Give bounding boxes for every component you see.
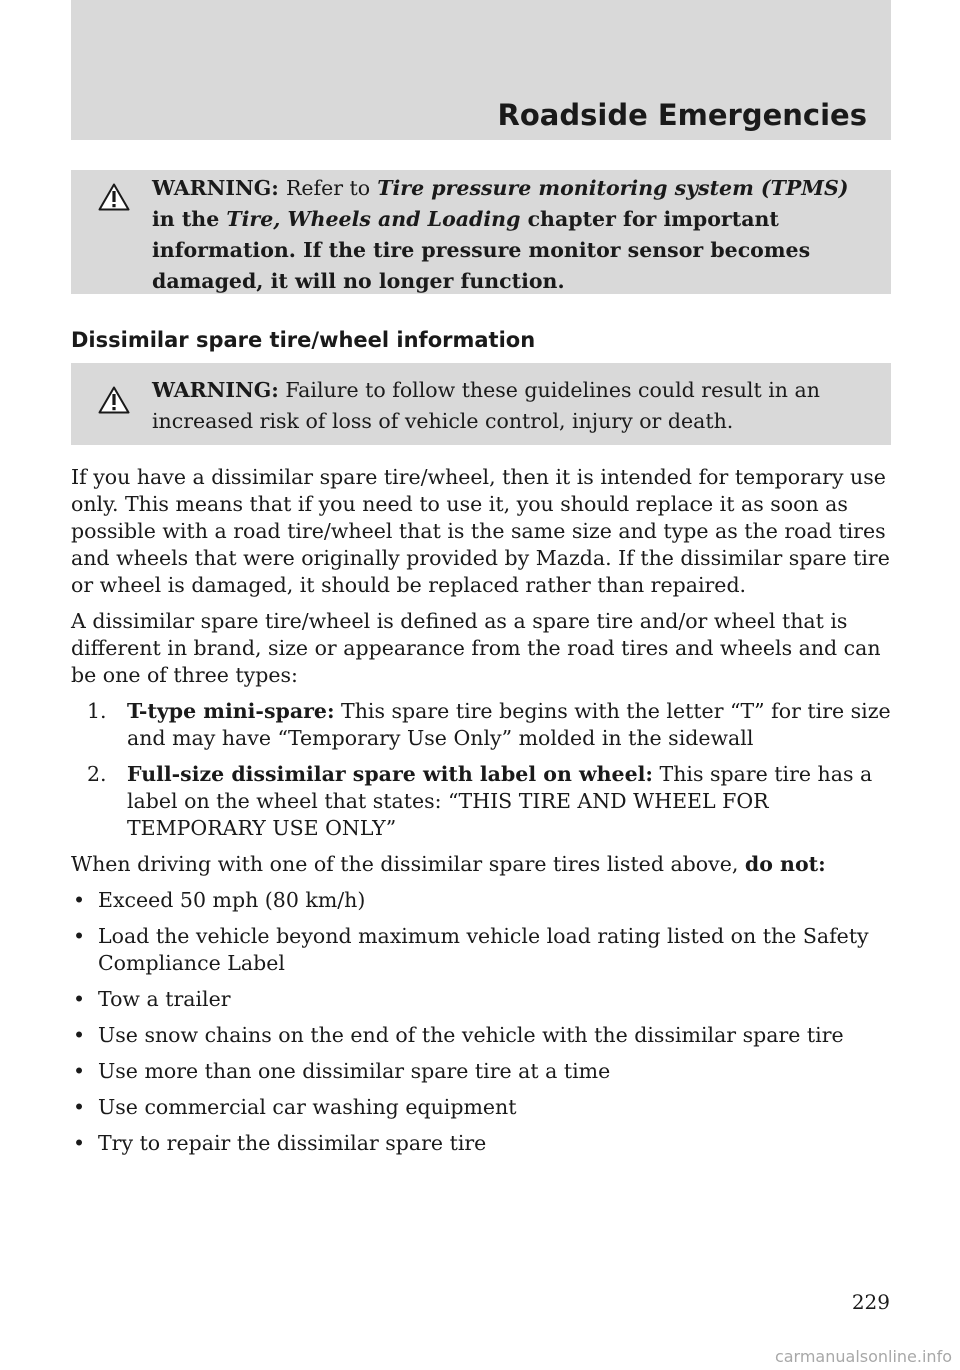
section-title: Roadside Emergencies bbox=[497, 98, 867, 132]
body-text bbox=[71, 464, 901, 1166]
paragraph-temporary-use: If you have a dissimilar spare tire/wheel, then it is intended for temporary use only. This means that if you need to use it, you should replace it as soon as possible with a road tire/wheel that is the same size and type as the road tires and wheels that were originally provided by Mazda. If the dissimilar spare tire or wheel is damaged, it should be replaced rather than repaired. bbox=[71, 465, 890, 597]
list-number: 2. bbox=[87, 762, 107, 786]
spare-types-list bbox=[71, 698, 901, 842]
bullet-icon: • bbox=[73, 924, 86, 948]
bullet-icon: • bbox=[73, 1059, 86, 1083]
list-item bbox=[71, 1022, 901, 1049]
list-item bbox=[71, 761, 901, 842]
header-band bbox=[71, 0, 891, 140]
warning-triangle-icon bbox=[98, 386, 130, 414]
warning-rest: chapter for important information. If the tire pressure monitor sensor becomes damaged, it will no longer function. bbox=[152, 207, 811, 293]
bullet-text: Use snow chains on the end of the vehicle with the dissimilar spare tire bbox=[98, 1023, 844, 1047]
bullet-icon: • bbox=[73, 987, 86, 1011]
type-text: This spare tire has a label on the wheel that states: “THIS TIRE AND WHEEL FOR TEMPORARY USE ONLY” bbox=[127, 762, 873, 840]
bullet-text: Use more than one dissimilar spare tire at a time bbox=[98, 1059, 611, 1083]
bullet-text: Tow a trailer bbox=[98, 987, 231, 1011]
bullet-text: Exceed 50 mph (80 km/h) bbox=[98, 888, 366, 912]
type-label: Full-size dissimilar spare with label on wheel: bbox=[127, 762, 653, 786]
warning-label: WARNING: bbox=[152, 378, 279, 402]
warning-label: WARNING: bbox=[152, 176, 279, 200]
bullet-text: Try to repair the dissimilar spare tire bbox=[98, 1131, 487, 1155]
bullet-text: Load the vehicle beyond maximum vehicle load rating listed on the Safety Compliance Label bbox=[98, 924, 869, 975]
list-item bbox=[71, 887, 901, 914]
in-the-text: in the bbox=[152, 207, 220, 231]
refer-text: Refer to bbox=[285, 176, 371, 200]
driving-emphasis: do not: bbox=[744, 852, 826, 876]
list-number: 1. bbox=[87, 699, 107, 723]
restrictions-list bbox=[71, 887, 901, 1157]
bullet-icon: • bbox=[73, 1023, 86, 1047]
warning-triangle-icon bbox=[98, 183, 130, 211]
warning-text bbox=[81, 375, 869, 437]
list-item bbox=[71, 698, 901, 752]
type-text: This spare tire begins with the letter “T” for tire size and may have “Temporary Use Only” molded in the sidewall bbox=[127, 699, 891, 750]
driving-intro: When driving with one of the dissimilar spare tires listed above, bbox=[71, 852, 739, 876]
tpms-reference: Tire pressure monitoring system (TPMS) bbox=[377, 176, 849, 200]
paragraph-definition: A dissimilar spare tire/wheel is defined as a spare tire and/or wheel that is different in brand, size or appearance from the road tires and wheels and can be one of three types: bbox=[71, 609, 881, 687]
type-label: T-type mini-spare: bbox=[127, 699, 335, 723]
watermark: carmanualsonline.info bbox=[774, 1347, 952, 1366]
bullet-icon: • bbox=[73, 888, 86, 912]
list-item bbox=[71, 1130, 901, 1157]
warning-text bbox=[81, 173, 869, 297]
bullet-icon: • bbox=[73, 1095, 86, 1119]
section-subheading: Dissimilar spare tire/wheel information bbox=[71, 328, 536, 352]
bullet-text: Use commercial car washing equipment bbox=[98, 1095, 517, 1119]
list-item bbox=[71, 923, 901, 977]
warning-box-tpms bbox=[71, 170, 891, 294]
warning-body: Failure to follow these guidelines could result in an increased risk of loss of vehicle control, injury or death. bbox=[152, 378, 820, 433]
list-item bbox=[71, 1094, 901, 1121]
chapter-reference: Tire, Wheels and Loading bbox=[226, 207, 521, 231]
paragraph-driving bbox=[71, 851, 901, 878]
list-item bbox=[71, 1058, 901, 1085]
bullet-icon: • bbox=[73, 1131, 86, 1155]
list-item bbox=[71, 986, 901, 1013]
page-number: 229 bbox=[851, 1290, 890, 1314]
warning-box-dissimilar bbox=[71, 363, 891, 445]
